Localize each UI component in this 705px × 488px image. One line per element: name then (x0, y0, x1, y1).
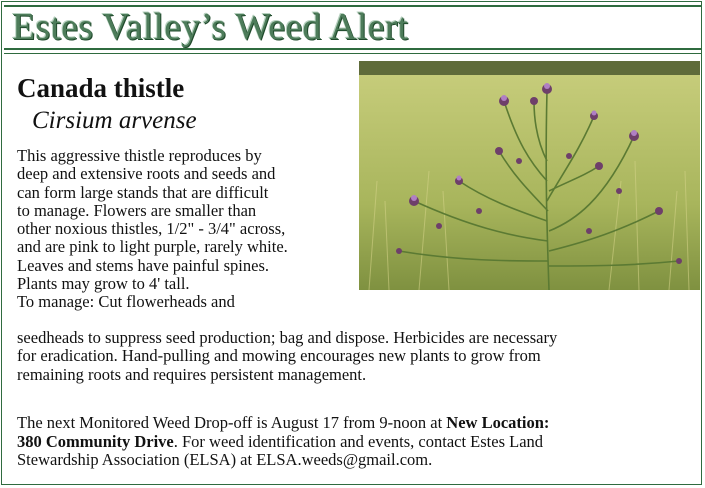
description-line: other noxious thistles, 1/2" - 3/4" across, (17, 219, 286, 239)
location-address: 380 Community Drive (17, 431, 174, 451)
header-rule-bottom-thin (4, 53, 701, 54)
description-line: can form large stands that are difficult (17, 182, 269, 202)
management-text (17, 329, 697, 384)
page-title: Estes Valley’s Weed Alert (12, 6, 409, 48)
footer-line-1 (17, 414, 697, 433)
management-line: seedheads to suppress seed production; bag and dispose. Herbicides are necessary (17, 328, 558, 347)
dropoff-notice (17, 414, 697, 470)
description-line: deep and extensive roots and seeds and (17, 164, 276, 184)
management-line: remaining roots and requires persistent management. (17, 364, 367, 384)
footer-text: The next Monitored Weed Drop-off is August 17 from 9-noon at (17, 413, 447, 432)
description-line: Plants may grow to 4' tall. (17, 274, 190, 294)
description-line: This aggressive thistle reproduces by (17, 146, 262, 165)
description-text (17, 147, 359, 312)
new-location-label: New Location: (446, 413, 550, 432)
header-rule-bottom (4, 48, 701, 50)
plant-scientific-name: Cirsium arvense (32, 107, 197, 134)
contact-text: Stewardship Association (ELSA) at ELSA.weeds@gmail.com. (17, 450, 433, 470)
footer-line-3 (17, 451, 697, 470)
description-line: and are pink to light purple, rarely white. (17, 237, 288, 257)
footer-line-2 (17, 433, 697, 452)
description-line: Leaves and stems have painful spines. (17, 255, 270, 275)
footer-text: . For weed identification and events, contact Estes Land (173, 431, 544, 451)
description-line: to manage. Flowers are smaller than (17, 200, 257, 220)
plant-common-name: Canada thistle (17, 73, 185, 103)
description-line: To manage: Cut flowerheads and (17, 292, 235, 312)
management-line: for eradication. Hand-pulling and mowing encourages new plants to grow from (17, 346, 541, 366)
thistle-photo-illustration (359, 61, 700, 290)
canada-thistle-photo (359, 61, 700, 290)
